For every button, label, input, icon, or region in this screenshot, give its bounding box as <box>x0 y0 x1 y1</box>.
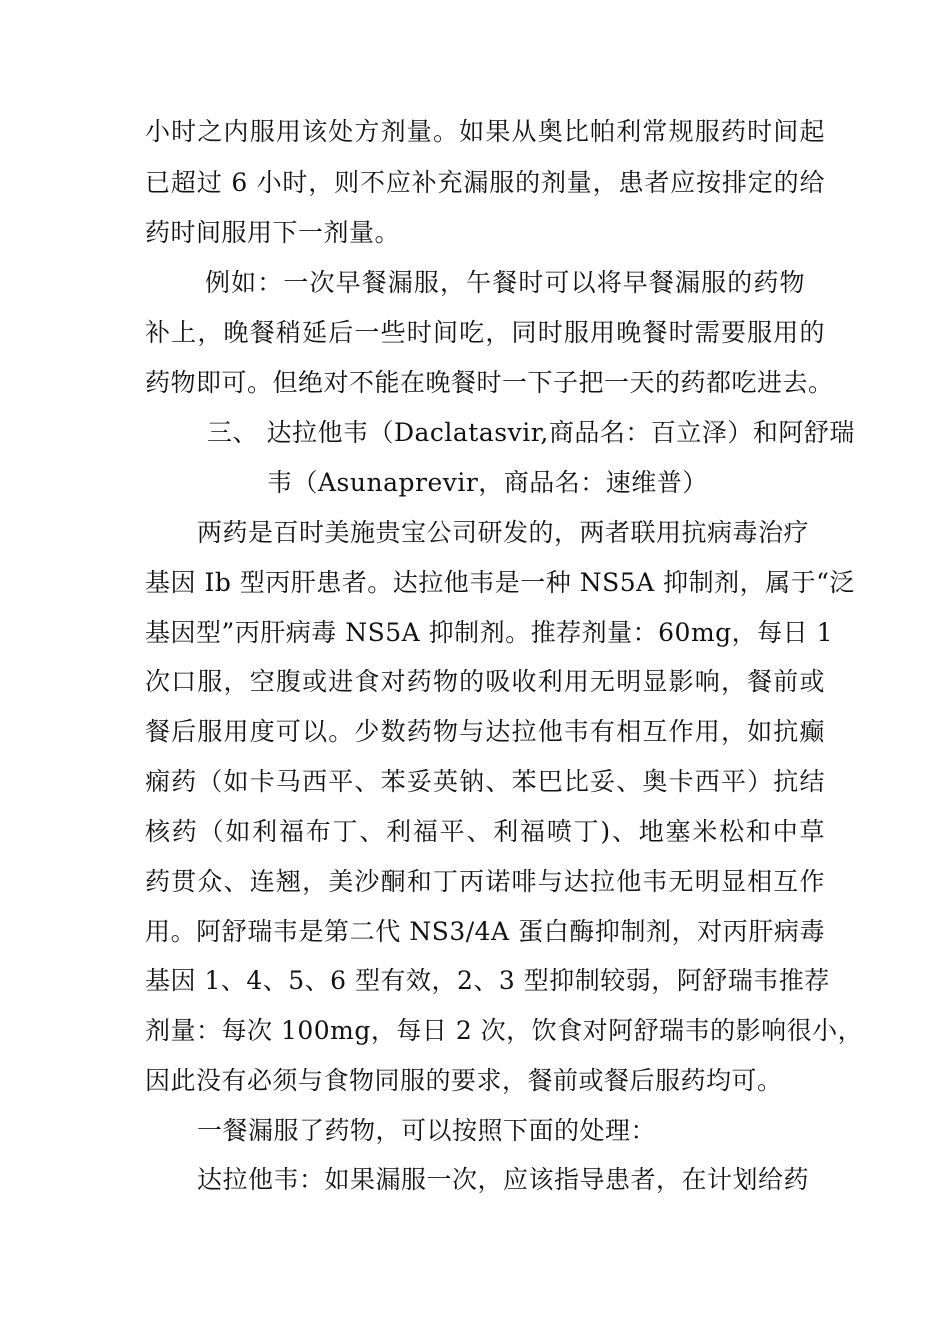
text-line: 药时间服用下一剂量。 <box>145 218 401 247</box>
text-line: 例如：一次早餐漏服，午餐时可以将早餐漏服的药物 <box>205 268 805 297</box>
text-line: 次口服，空腹或进食对药物的吸收利用无明显影响，餐前或 <box>145 667 825 696</box>
text-line: 餐后服用度可以。少数药物与达拉他韦有相互作用，如抗癫 <box>145 717 825 746</box>
text-line: 药贯众、连翘，美沙酮和丁丙诺啡与达拉他韦无明显相互作 <box>145 867 825 896</box>
text-line: 核药（如利福布丁、利福平、利福喷丁)、地塞米松和中草 <box>145 817 825 846</box>
text-line: 达拉他韦：如果漏服一次，应该指导患者，在计划给药 <box>197 1165 810 1194</box>
text-line: 药物即可。但绝对不能在晚餐时一下子把一天的药都吃进去。 <box>145 368 834 397</box>
section-heading-cont: 韦（Asunaprevir，商品名：速维普） <box>267 468 708 497</box>
text-line: 基因 1、4、5、6 型有效，2、3 型抑制较弱，阿舒瑞韦推荐 <box>145 966 830 995</box>
section-heading: 三、 达拉他韦（Daclatasvir,商品名：百立泽）和阿舒瑞 <box>207 418 855 447</box>
text-line: 基因型”丙肝病毒 NS5A 抑制剂。推荐剂量：60mg，每日 1 <box>145 618 834 647</box>
text-line: 小时之内服用该处方剂量。如果从奥比帕利常规服药时间起 <box>145 117 825 146</box>
text-line: 因此没有必须与食物同服的要求，餐前或餐后服药均可。 <box>145 1066 783 1095</box>
text-line: 已超过 6 小时，则不应补充漏服的剂量，患者应按排定的给 <box>145 168 825 197</box>
text-line: 两药是百时美施贵宝公司研发的，两者联用抗病毒治疗 <box>197 518 810 547</box>
text-line: 用。阿舒瑞韦是第二代 NS3/4A 蛋白酶抑制剂，对丙肝病毒 <box>145 917 825 946</box>
text-line: 一餐漏服了药物，可以按照下面的处理： <box>197 1116 657 1145</box>
text-line: 痫药（如卡马西平、苯妥英钠、苯巴比妥、奥卡西平）抗结 <box>145 767 825 796</box>
text-line: 剂量：每次 100mg，每日 2 次，饮食对阿舒瑞韦的影响很小， <box>145 1016 864 1045</box>
text-line: 补上，晚餐稍延后一些时间吃，同时服用晚餐时需要服用的 <box>145 318 825 347</box>
text-line: 基因 Ib 型丙肝患者。达拉他韦是一种 NS5A 抑制剂，属于“泛 <box>145 568 855 597</box>
